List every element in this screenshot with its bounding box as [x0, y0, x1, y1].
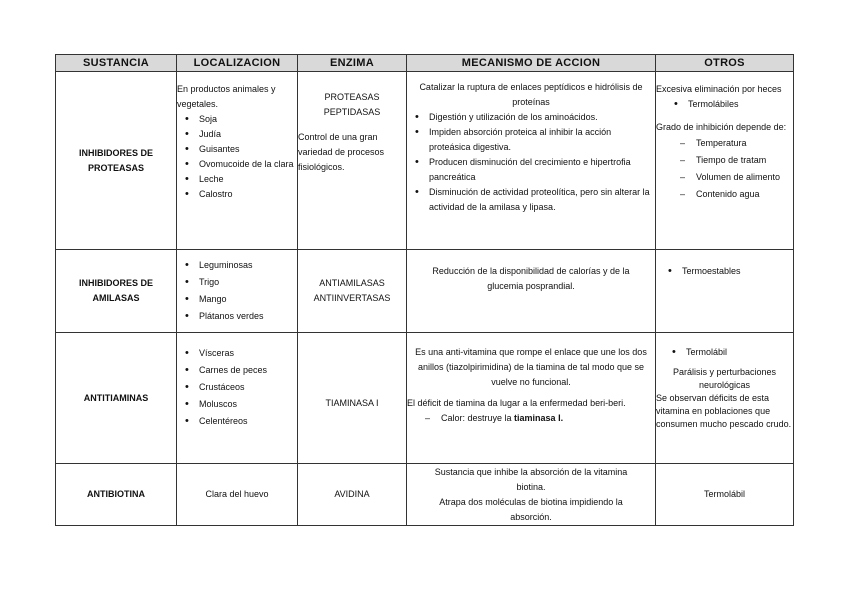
mec-list — [407, 110, 655, 215]
cell-sustancia — [56, 250, 177, 333]
header-row — [56, 55, 794, 72]
list-item: • Mango — [199, 291, 297, 308]
loc-intro: En productos animales y vegetales. — [177, 84, 276, 109]
mec-text: Sustancia que inhibe la absorción de la vitamina biotina. — [434, 466, 628, 492]
list-item: • Guisantes — [199, 142, 297, 157]
cell-otros — [656, 464, 794, 526]
table-row — [56, 72, 794, 250]
otros-list — [656, 345, 793, 360]
enzima-desc: Control de una gran variedad de procesos fisiológicos. — [298, 132, 385, 172]
list-item: • Producen disminución del crecimiento e hipertrofia pancreática — [429, 155, 655, 185]
cell-sustancia — [56, 333, 177, 464]
cell-otros — [656, 250, 794, 333]
calor-text: Calor: destruye la — [441, 413, 515, 423]
header-enzima: ENZIMA — [298, 55, 407, 72]
mec-text: Reducción de la disponibilidad de calorías y de la glucemia posprandial. — [432, 266, 630, 291]
cell-enzima — [298, 250, 407, 333]
cell-localizacion — [177, 250, 298, 333]
cell-otros — [656, 333, 794, 464]
cell-enzima — [298, 72, 407, 250]
loc-list — [177, 112, 297, 202]
list-item: – Temperatura — [696, 135, 793, 152]
list-item: • Termolábiles — [688, 97, 793, 112]
loc-list — [177, 257, 297, 325]
list-item: – Contenido agua — [696, 186, 793, 203]
list-item: • Crustáceos — [199, 379, 297, 396]
list-item — [441, 411, 655, 426]
mec-text: Atrapa dos moléculas de biotina impidiendo la absorción. — [439, 496, 623, 522]
cell-otros — [656, 72, 794, 250]
cell-localizacion — [177, 72, 298, 250]
sustancia-text: INHIBIDORES DE PROTEASAS — [78, 147, 153, 173]
cell-sustancia — [56, 464, 177, 526]
enzima-line: ANTIAMILASAS — [319, 278, 385, 288]
list-item: • Termoestables — [682, 264, 793, 279]
list-item: • Disminución de actividad proteolítica, pero sin alterar la actividad de la amilasa y lipasa. — [429, 185, 655, 215]
mec-text: El déficit de tiamina da lugar a la enfermedad beri-beri. — [407, 398, 626, 408]
cell-mecanismo — [407, 464, 656, 526]
enzima-line: PROTEASAS — [324, 92, 380, 102]
otros-dash-list — [656, 135, 793, 203]
list-item: • Plátanos verdes — [199, 308, 297, 325]
list-item: • Digestión y utilización de los aminoácidos. — [429, 110, 655, 125]
otros-text: Parálisis y perturbaciones neurológicas — [672, 367, 777, 390]
otros-list — [656, 264, 793, 279]
list-item: • Judía — [199, 127, 297, 142]
cell-enzima — [298, 464, 407, 526]
list-item: • Calostro — [199, 187, 297, 202]
table-row — [56, 250, 794, 333]
calor-bold: tiaminasa I. — [514, 413, 564, 423]
list-item: • Leguminosas — [199, 257, 297, 274]
cell-mecanismo — [407, 250, 656, 333]
cell-localizacion — [177, 464, 298, 526]
cell-sustancia — [56, 72, 177, 250]
list-item: • Soja — [199, 112, 297, 127]
otros-text: Se observan déficits de esta vitamina en poblaciones que consumen mucho pescado crudo. — [656, 393, 792, 429]
header-otros: OTROS — [656, 55, 794, 72]
enzima-line: TIAMINASA I — [325, 397, 379, 408]
list-item: • Leche — [199, 172, 297, 187]
mec-intro: Catalizar la ruptura de enlaces peptídicos e hidrólisis de proteínas — [419, 82, 643, 107]
otros-list — [656, 97, 793, 112]
sustancia-text: ANTIBIOTINA — [87, 489, 145, 499]
cell-mecanismo — [407, 72, 656, 250]
list-item: • Celentéreos — [199, 413, 297, 430]
otros-grado: Grado de inhibición depende de: — [656, 122, 787, 132]
list-item: • Impiden absorción proteica al inhibir la acción proteásica digestiva. — [429, 125, 655, 155]
header-localizacion: LOCALIZACION — [177, 55, 298, 72]
enzima-line: AVIDINA — [334, 489, 370, 499]
substances-table — [55, 54, 794, 526]
list-item: • Trigo — [199, 274, 297, 291]
sustancia-text: INHIBIDORES DE AMILASAS — [78, 278, 153, 303]
list-item: • Vísceras — [199, 345, 297, 362]
cell-enzima — [298, 333, 407, 464]
list-item: • Termolábil — [686, 345, 793, 360]
loc-list — [177, 345, 297, 430]
otros-intro: Excesiva eliminación por heces — [656, 84, 782, 94]
list-item: • Ovomucoide de la clara — [199, 157, 297, 172]
header-mecanismo: MECANISMO DE ACCION — [407, 55, 656, 72]
list-item: – Volumen de alimento — [696, 169, 793, 186]
sustancia-text: ANTITIAMINAS — [83, 392, 149, 403]
list-item: • Carnes de peces — [199, 362, 297, 379]
mec-calor-list — [407, 411, 655, 426]
list-item: • Moluscos — [199, 396, 297, 413]
header-sustancia: SUSTANCIA — [56, 55, 177, 72]
cell-mecanismo — [407, 333, 656, 464]
enzima-line: ANTIINVERTASAS — [313, 293, 391, 303]
enzima-line: PEPTIDASAS — [323, 107, 381, 117]
table-row — [56, 333, 794, 464]
cell-localizacion — [177, 333, 298, 464]
otros-text: Termolábil — [703, 489, 745, 499]
mec-text: Es una anti-vitamina que rompe el enlace que une los dos anillos (tiazolpirimidina) de la tiamina de tal modo que se vuelve no funcional. — [415, 347, 647, 387]
table-row — [56, 464, 794, 526]
list-item: – Tiempo de tratam — [696, 152, 793, 169]
loc-text: Clara del huevo — [205, 489, 269, 499]
